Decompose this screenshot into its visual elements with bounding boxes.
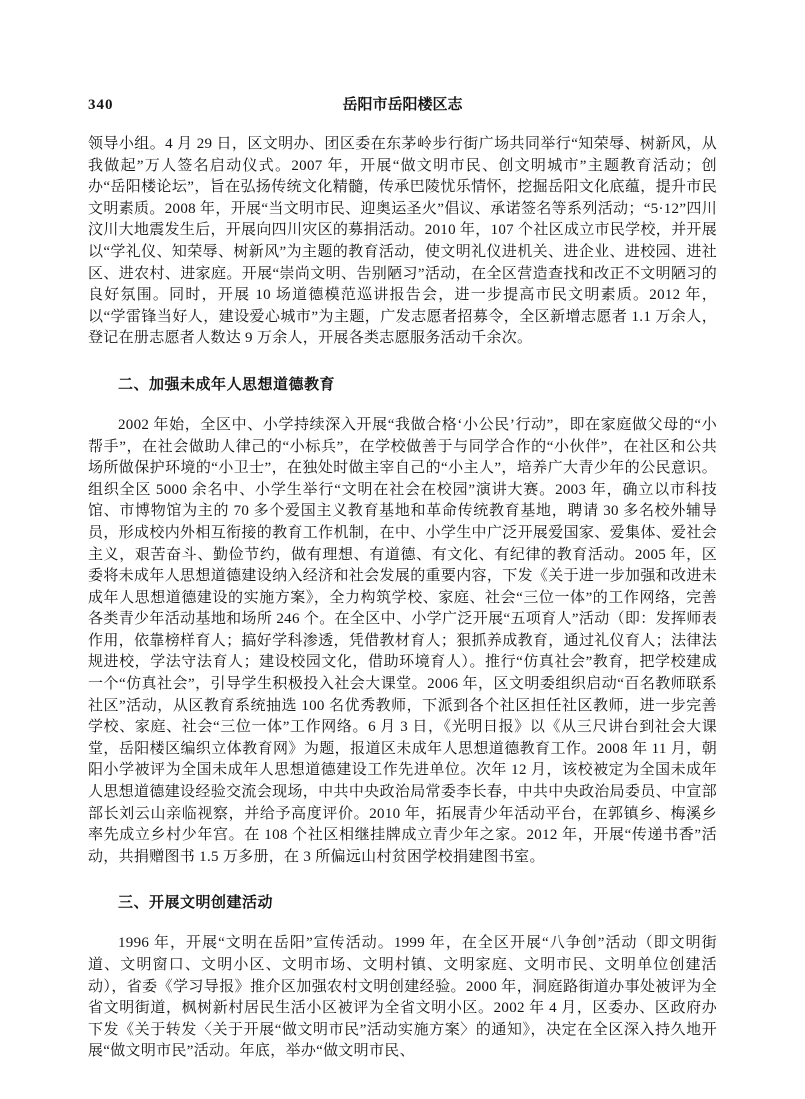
header-title: 岳阳市岳阳楼区志 — [342, 97, 463, 113]
paragraph-civility-campaign: 领导小组。4 月 29 日，区文明办、团区委在东茅岭步行街广场共同举行“知荣辱、树新风，从我做起”万人签名启动仪式。2007 年，开展“做文明市民、创文明城市”主题教育活动；创办“岳阳楼论坛”，旨在弘扬传统文化精髓，传承巴陵忧乐情怀，挖掘岳阳文化底蕴，提升市民文明素质。2008 年，开展“当文明市民、迎奥运圣火”倡议、承诺签名等系列活动；“5·12”四川汶川大地震发生后，开展向四川灾区的募捐活动。2010 年，107 个社区成立市民学校，并开展以“学礼仪、知荣辱、树新风”为主题的教育活动，使文明礼仪进机关、进企业、进校园、进社区、进农村、进家庭。开展“崇尚文明、告别陋习”活动，在全区营造查找和改正不文明陋习的良好氛围。同时，开展 10 场道德模范巡讲报告会，进一步提高市民文明素质。2012 年，以“学雷锋当好人，建设爱心城市”为主题，广发志愿者招募令，全区新增志愿者 1.1 万余人，登记在册志愿者人数达 9 万余人，开展各类志愿服务活动千余次。 — [88, 136, 718, 347]
paragraph-civilization-creation: 1996 年，开展“文明在岳阳”宣传活动。1999 年，在全区开展“八争创”活动（即文明街道、文明窗口、文明小区、文明市场、文明村镇、文明家庭、文明市民、文明单位创建活动），省委《学习导报》推介区加强农村文明创建经验。2000 年，洞庭路街道办事处被评为全省文明街道，枫树新村居民生活小区被评为全省文明小区。2002 年 4 月，区委办、区政府办下发《关于转发〈关于开展“做文明市民”活动实施方案〉的通知》，决定在全区深入持久地开展“做文明市民”活动。年底，举办“做文明市民、 — [88, 935, 717, 1060]
section-heading-minors-moral-education: 二、加强未成年人思想道德教育 — [118, 376, 336, 393]
page-number: 340 — [88, 97, 114, 113]
paragraph-minors-moral-education: 2002 年始，全区中、小学持续深入开展“我做合格‘小公民’行动”，即在家庭做父母的“小帮手”，在社会做助人律己的“小标兵”，在学校做善于与同学合作的“小伙伴”，在社区和公共场所做保护环境的“小卫士”，在独处时做主宰自己的“小主人”，培养广大青少年的公民意识。组织全区 5000 余名中、小学生举行“文明在社会在校园”演讲大赛。2003 年，确立以市科技馆、市博物馆为主的 70 多个爱国主义教育基地和革命传统教育基地，聘请 30 多名校外辅导员，形成校内外相互衔接的教育工作机制，在中、小学生中广泛开展爱国家、爱集体、爱社会主义，艰苦奋斗、勤俭节约，做有理想、有道德、有文化、有纪律的教育活动。2005 年，区委将未成年人思想道德建设纳入经济和社会发展的重要内容，下发《关于进一步加强和改进未成年人思想道德建设的实施方案》，全力构筑学校、家庭、社会“三位一体”的工作网络，完善各类青少年活动基地和场所 246 个。在全区中、小学广泛开展“五项育人”活动（即：发挥师表作用，依靠榜样育人；搞好学科渗透，凭借教材育人；狠抓养成教育，通过礼仪育人；法律法规进校，学法守法育人；建设校园文化，借助环境育人）。推行“仿真社会”教育，把学校建成一个“仿真社会”，引导学生积极投入社会大课堂。2006 年，区文明委组织启动“百名教师联系社区”活动，从区教育系统抽选 100 名优秀教师，下派到各个社区担任社区教师，进一步完善学校、家庭、社会“三位一体”工作网络。6 月 3 日，《光明日报》以《从三尺讲台到社会大课堂，岳阳楼区编织立体教育网》为题，报道区未成年人思想道德教育工作。2008 年 11 月，朝阳小学被评为全国未成年人思想道德建设工作先进单位。次年 12 月，该校被定为全国未成年人思想道德建设经验交流会现场，中共中央政治局常委李长春，中共中央政治局委员、中宣部部长刘云山亲临视察，并给予高度评价。2010 年，拓展青少年活动平台，在郭镇乡、梅溪乡率先成立乡村少年宫。在 108 个社区相继挂牌成立青少年之家。2012 年，开展“传递书香”活动，共捐赠图书 1.5 万多册，在 3 所偏远山村贫困学校捐建图书室。 — [88, 416, 717, 865]
page-body — [88, 134, 717, 1063]
section-heading-civilization-creation: 三、开展文明创建活动 — [118, 895, 274, 912]
running-header — [88, 94, 717, 116]
